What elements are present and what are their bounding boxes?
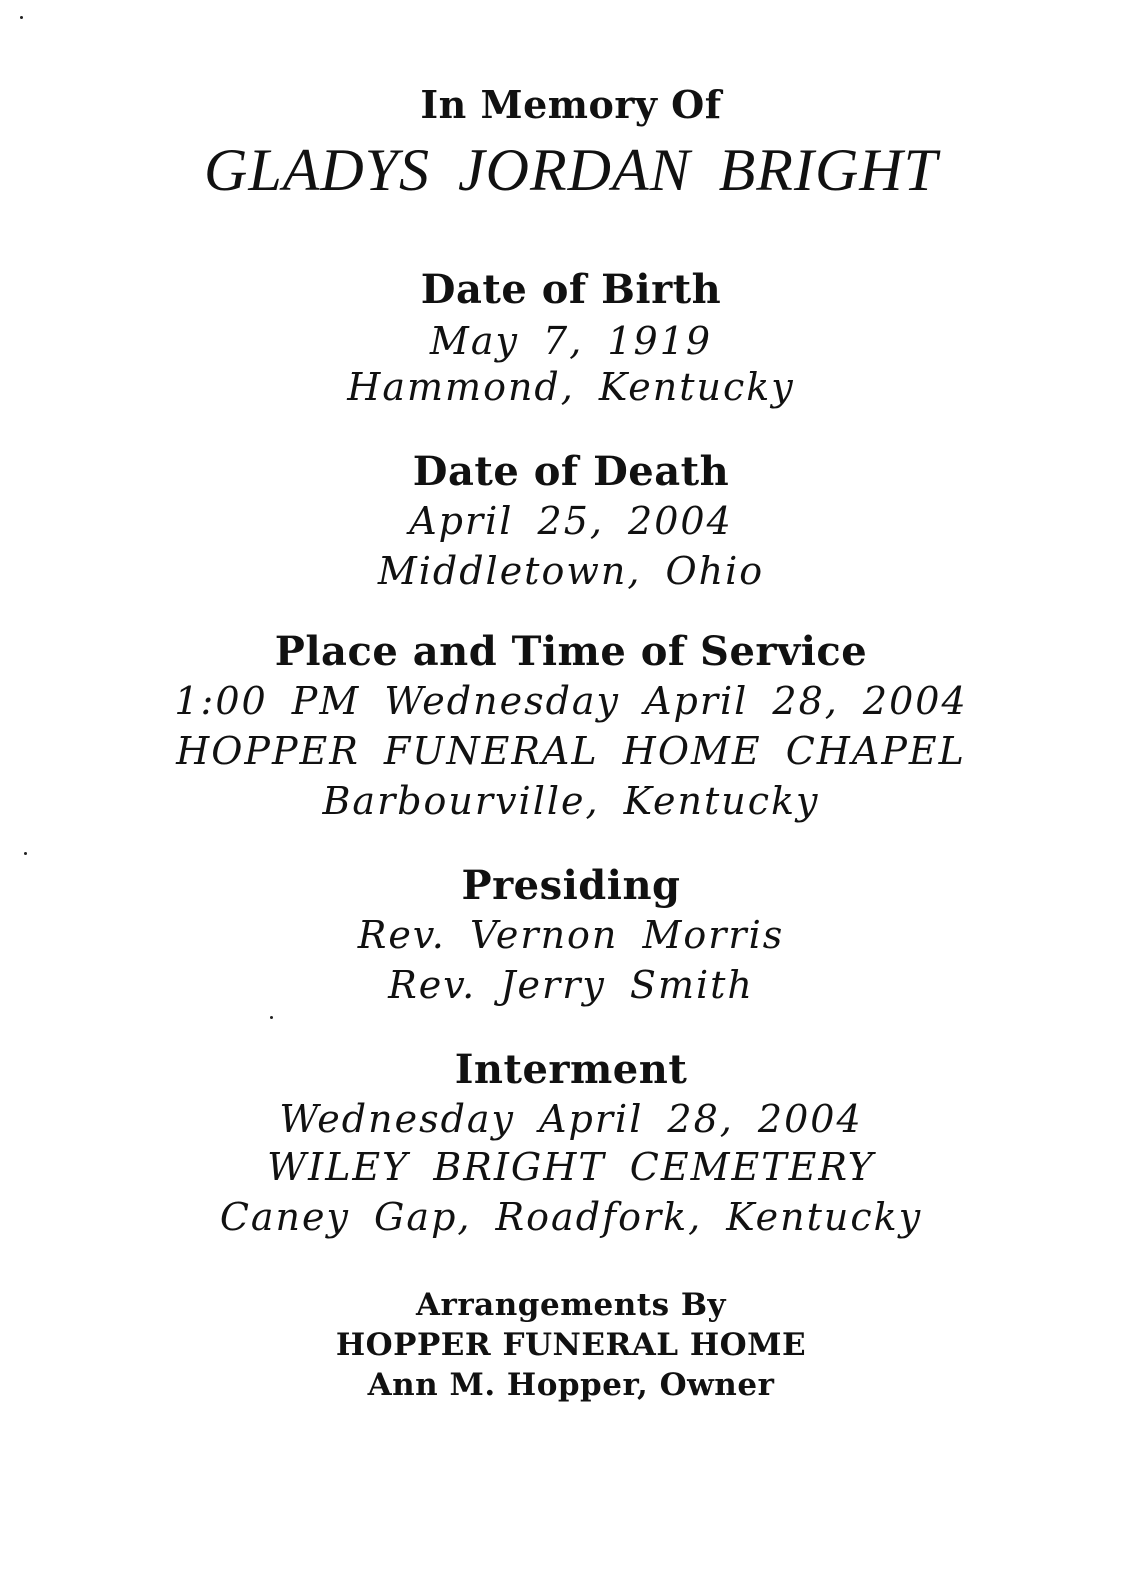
scan-speck [20,16,23,19]
presiding-name: Rev. Vernon Morris [357,913,785,957]
birth-date: May 7, 1919 [429,319,713,363]
birth-place: Hammond, Kentucky [347,365,795,409]
death-place: Middletown, Ohio [377,549,765,593]
scan-speck [270,1016,273,1019]
arrangements-heading: Arrangements By [415,1287,727,1323]
scan-speck [24,852,27,855]
funeral-home-owner: Ann M. Hopper, Owner [367,1367,775,1403]
service-venue: HOPPER FUNERAL HOME CHAPEL [176,729,966,773]
interment-cemetery: WILEY BRIGHT CEMETERY [267,1145,875,1189]
death-heading: Date of Death [412,448,730,495]
interment-date: Wednesday April 28, 2004 [279,1097,863,1141]
deceased-name: GLADYS JORDAN BRIGHT [204,137,938,203]
presiding-name: Rev. Jerry Smith [388,963,754,1007]
memorial-intro: In Memory Of [420,82,722,127]
interment-place: Caney Gap, Roadfork, Kentucky [219,1195,923,1239]
death-date: April 25, 2004 [409,499,733,543]
service-place: Barbourville, Kentucky [322,779,820,823]
birth-heading: Date of Birth [420,266,722,313]
service-heading: Place and Time of Service [274,628,868,675]
funeral-home-name: HOPPER FUNERAL HOME [335,1327,807,1363]
interment-heading: Interment [454,1046,688,1093]
service-time: 1:00 PM Wednesday April 28, 2004 [174,679,968,723]
presiding-heading: Presiding [461,862,681,909]
